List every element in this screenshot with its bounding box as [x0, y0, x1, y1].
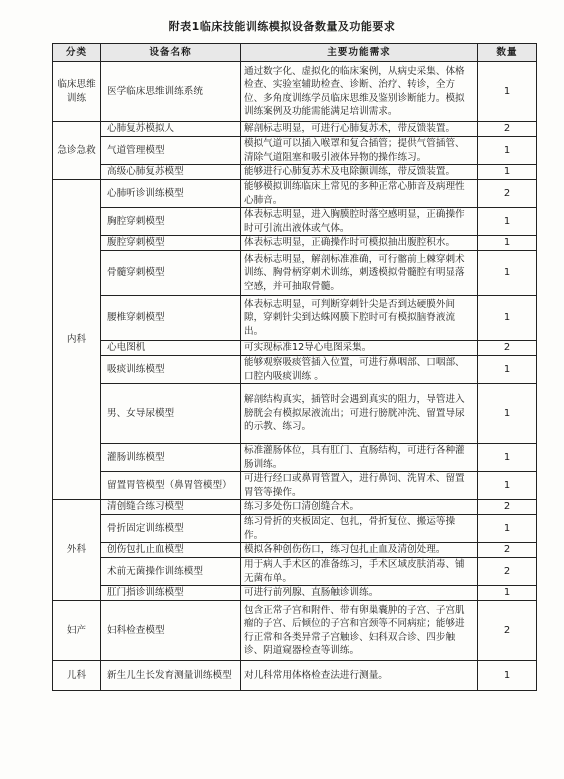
function-text: 能够观察吸痰管插入位置，可进行鼻咽部、口咽部、口腔内吸痰训练 。 [241, 356, 478, 384]
equipment-name: 心电图机 [101, 341, 241, 356]
equipment-name: 清创缝合练习模型 [101, 500, 241, 515]
function-text: 体表标志明显，正确操作时可模拟抽出腹腔积水。 [241, 236, 478, 251]
equipment-name: 骨折固定训练模型 [101, 515, 241, 543]
quantity-cell: 1 [478, 165, 537, 180]
quantity-cell: 2 [478, 500, 537, 515]
table-row [53, 296, 537, 341]
equipment-name: 腰椎穿刺模型 [101, 296, 241, 341]
equipment-name: 胸腔穿刺模型 [101, 208, 241, 236]
quantity-cell: 1 [478, 586, 537, 601]
header-category: 分类 [53, 44, 101, 62]
table-row [53, 251, 537, 296]
equipment-name: 留置胃管模型（鼻胃管模型） [101, 472, 241, 500]
equipment-name: 创伤包扎止血模型 [101, 543, 241, 558]
equipment-name: 吸痰训练模型 [101, 356, 241, 384]
function-text: 体表标志明显，可判断穿刺针尖是否到达硬膜外间隙，穿刺针尖到达蛛网膜下腔时可有模拟脑脊液流出。 [241, 296, 478, 341]
table-row [53, 558, 537, 586]
equipment-table [52, 43, 537, 691]
function-text: 包含正常子宫和附件、带有卵巢囊肿的子宫、子宫肌瘤的子宫、后倾位的子宫和宫颈等不同病症；能够进行正常和各类异常子宫触诊、妇科双合诊、四步触诊、阴道窥器检查等训练。 [241, 601, 478, 661]
function-text: 体表标志明显，解剖标准准确，可行髂前上棘穿刺术训练、胸骨柄穿刺术训练，刺透模拟骨髓腔有明显落空感，并可抽取骨髓。 [241, 251, 478, 296]
quantity-cell: 1 [478, 236, 537, 251]
table-row [53, 515, 537, 543]
quantity-cell: 1 [478, 208, 537, 236]
function-text: 用于病人手术区的准备练习，手术区域皮肤消毒、铺无菌布单。 [241, 558, 478, 586]
category-cell: 急诊急救 [53, 122, 101, 180]
table-row [53, 236, 537, 251]
quantity-cell: 2 [478, 341, 537, 356]
equipment-name: 医学临床思维训练系统 [101, 62, 241, 122]
function-text: 标准灌肠体位，具有肛门、直肠结构，可进行各种灌肠训练。 [241, 444, 478, 472]
quantity-cell: 1 [478, 661, 537, 691]
quantity-cell: 1 [478, 296, 537, 341]
category-cell: 临床思维训练 [53, 62, 101, 122]
equipment-name: 心肺复苏模拟人 [101, 122, 241, 137]
header-name: 设备名称 [101, 44, 241, 62]
equipment-name: 高级心肺复苏模型 [101, 165, 241, 180]
equipment-name: 灌肠训练模型 [101, 444, 241, 472]
table-row [53, 208, 537, 236]
table-row [53, 165, 537, 180]
function-text: 通过数字化、虚拟化的临床案例，从病史采集、体格检查、实验室辅助检查、诊断、治疗、转诊，全方位、多角度训练学员临床思维及鉴别诊断能力。模拟训练案例及功能需能满足培训需求。 [241, 62, 478, 122]
table-row [53, 180, 537, 208]
function-text: 解剖标志明显，可进行心肺复苏术，带反馈装置。 [241, 122, 478, 137]
function-text: 练习多处伤口清创缝合术。 [241, 500, 478, 515]
table-row [53, 500, 537, 515]
quantity-cell: 1 [478, 356, 537, 384]
quantity-cell: 1 [478, 515, 537, 543]
function-text: 模拟气道可以插入喉罩和复合插管；提供气管插管、清除气道阻塞和吸引液体异物的操作练习。 [241, 137, 478, 165]
document-title: 附表1临床技能训练模拟设备数量及功能要求 [168, 20, 396, 33]
table-row [53, 543, 537, 558]
quantity-cell: 1 [478, 62, 537, 122]
category-cell: 儿科 [53, 661, 101, 691]
table-header-row [53, 44, 537, 62]
function-text: 能够进行心肺复苏术及电除颤训练，带反馈装置。 [241, 165, 478, 180]
quantity-cell: 2 [478, 543, 537, 558]
equipment-name: 术前无菌操作训练模型 [101, 558, 241, 586]
equipment-name: 心肺听诊训练模型 [101, 180, 241, 208]
table-row [53, 444, 537, 472]
table-row [53, 137, 537, 165]
table-row [53, 601, 537, 661]
function-text: 体表标志明显，进入胸膜腔时落空感明显，正确操作时可引流出液体或气体。 [241, 208, 478, 236]
function-text: 能够模拟训练临床上常见的多种正常心肺音及病理性心肺音。 [241, 180, 478, 208]
category-cell: 内科 [53, 180, 101, 500]
header-qty: 数量 [478, 44, 537, 62]
equipment-name: 骨髓穿刺模型 [101, 251, 241, 296]
equipment-name: 男、女导尿模型 [101, 384, 241, 444]
function-text: 可进行前列腺、直肠触诊训练。 [241, 586, 478, 601]
table-row [53, 341, 537, 356]
function-text: 解剖结构真实，插管时会遇到真实的阻力，导管进入膀胱会有模拟尿液流出；可进行膀胱冲洗、留置导尿的示教、练习。 [241, 384, 478, 444]
function-text: 可进行经口或鼻胃管置入，进行鼻饲、洗胃术、留置胃管等操作。 [241, 472, 478, 500]
equipment-name: 气道管理模型 [101, 137, 241, 165]
quantity-cell: 1 [478, 472, 537, 500]
quantity-cell: 1 [478, 384, 537, 444]
table-row [53, 384, 537, 444]
equipment-name: 新生儿生长发育测量训练模型 [101, 661, 241, 691]
category-cell: 外科 [53, 500, 101, 601]
table-row [53, 62, 537, 122]
quantity-cell: 2 [478, 180, 537, 208]
quantity-cell: 2 [478, 558, 537, 586]
table-row [53, 356, 537, 384]
header-function: 主要功能需求 [241, 44, 478, 62]
category-cell: 妇产 [53, 601, 101, 661]
quantity-cell: 2 [478, 601, 537, 661]
quantity-cell: 1 [478, 251, 537, 296]
table-row [53, 586, 537, 601]
equipment-name: 腹腔穿刺模型 [101, 236, 241, 251]
quantity-cell: 1 [478, 444, 537, 472]
function-text: 模拟各种创伤伤口，练习包扎止血及清创处理。 [241, 543, 478, 558]
function-text: 可实现标准12导心电图采集。 [241, 341, 478, 356]
function-text: 对儿科常用体格检查法进行测量。 [241, 661, 478, 691]
equipment-name: 肛门指诊训练模型 [101, 586, 241, 601]
equipment-name: 妇科检查模型 [101, 601, 241, 661]
quantity-cell: 1 [478, 137, 537, 165]
table-row [53, 122, 537, 137]
quantity-cell: 2 [478, 122, 537, 137]
table-row [53, 472, 537, 500]
table-row [53, 661, 537, 691]
function-text: 练习骨折的夹板固定、包扎，骨折复位、搬运等操作。 [241, 515, 478, 543]
